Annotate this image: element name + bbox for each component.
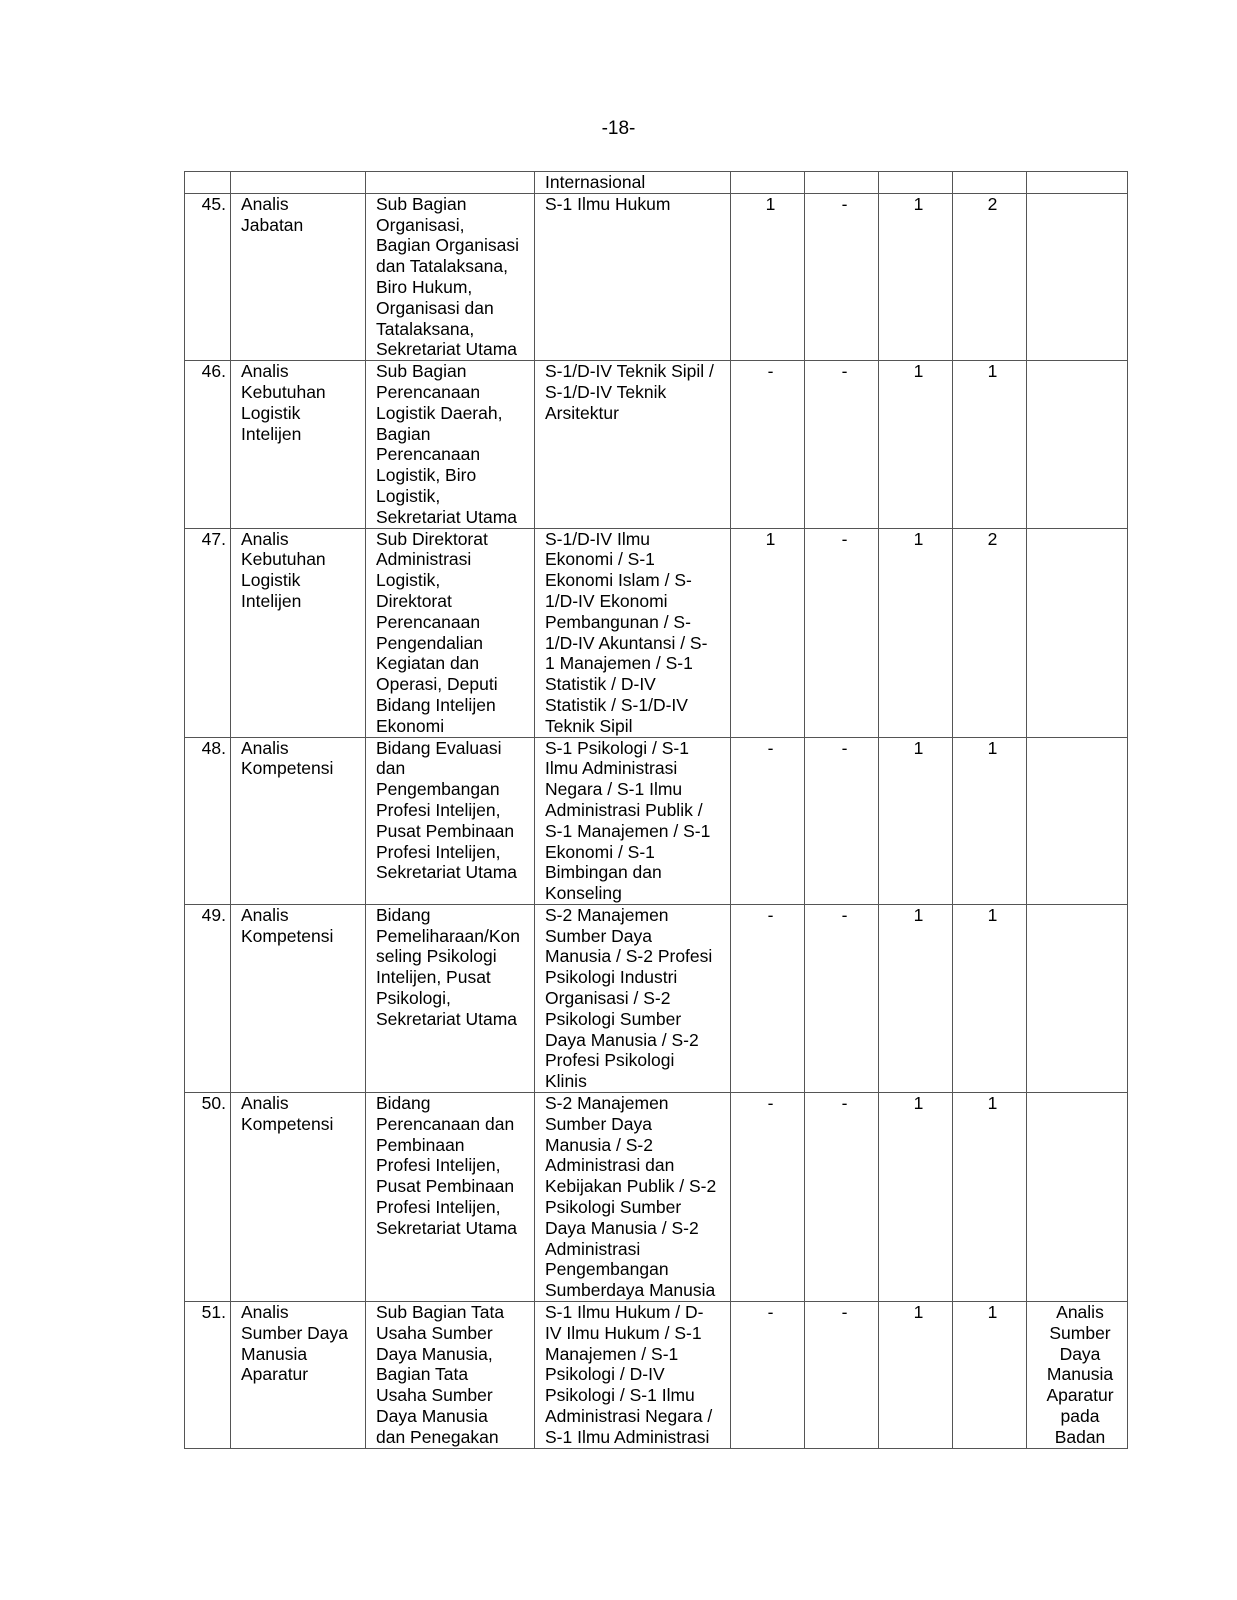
cell-count-3: 1 (879, 904, 953, 1092)
cell-line: Klinis (545, 1071, 587, 1092)
cell-line: Kegiatan dan (376, 653, 480, 674)
cell-count-1: 1 (731, 193, 805, 360)
cell-line: Sub Bagian (376, 193, 467, 214)
cell-line: Bagian Tata (376, 1364, 469, 1385)
cell-line: Sekretariat Utama (376, 1008, 518, 1029)
cell-unit (366, 1093, 535, 1302)
cell-line: Daya Manusia / S-2 (545, 1217, 699, 1238)
cell-line: Statistik / S-1/D-IV (545, 694, 688, 715)
table-row (185, 1302, 1128, 1449)
cell-line: Sub Direktorat (376, 528, 488, 549)
cell-line: Psikologi / D-IV (545, 1364, 665, 1385)
cell-line: Bidang Intelijen (376, 694, 496, 715)
cell-count-4: 1 (953, 904, 1027, 1092)
cell-line: Arsitektur (545, 402, 619, 423)
cell-line: Organisasi, (376, 214, 465, 235)
cell-line: Internasional (545, 172, 646, 192)
table-row-continuation (185, 172, 1128, 194)
cell-count-3: 1 (879, 361, 953, 528)
cell-unit (366, 904, 535, 1092)
cell-line: Profesi Intelijen, (376, 799, 501, 820)
cell-line: Bidang Evaluasi (376, 737, 502, 758)
cell-line: S-1 Ilmu Hukum (545, 193, 671, 214)
cell-line: Direktorat (376, 590, 452, 611)
cell-unit (366, 193, 535, 360)
cell-keterangan (1027, 1302, 1128, 1449)
cell-jabatan (231, 1093, 366, 1302)
cell-keterangan (1027, 1093, 1128, 1302)
table-row (185, 1093, 1128, 1302)
cell-count-3: 1 (879, 528, 953, 737)
cell-line: Pengembangan (376, 779, 500, 800)
cell-line: 1/D-IV Ekonomi (545, 590, 668, 611)
cell-line: Bidang (376, 1093, 431, 1114)
cell-line: Perencanaan (376, 611, 481, 632)
table-row (185, 904, 1128, 1092)
cell-line: Ekonomi (376, 715, 445, 736)
cell-pendidikan (535, 361, 731, 528)
cell-count-1: - (731, 1093, 805, 1302)
cell-line: Perencanaan (376, 381, 481, 402)
cell-line: Analis (241, 361, 289, 382)
cell-jabatan (231, 528, 366, 737)
cell-no: 47. (185, 528, 231, 737)
cell-line: Sumberdaya Manusia (545, 1280, 716, 1301)
cell-pendidikan (535, 193, 731, 360)
cell-count-3: 1 (879, 737, 953, 904)
cell-line: Kebijakan Publik / S-2 (545, 1176, 717, 1197)
cell-unit (366, 528, 535, 737)
cell-line: Perencanaan (376, 444, 481, 465)
cell-pendidikan (535, 1302, 731, 1449)
cell-line: Pusat Pembinaan (376, 820, 515, 841)
cell-line: pada (1060, 1406, 1100, 1427)
cell-line: Pengembangan (545, 1259, 669, 1280)
cell-line: Analis (241, 737, 289, 758)
cell-count-4: 1 (953, 1302, 1027, 1449)
cell-line: Sekretariat Utama (376, 339, 518, 360)
cell-count-2: - (805, 361, 879, 528)
cell-line: Administrasi dan (545, 1155, 675, 1176)
cell-line: Daya Manusia / S-2 (545, 1029, 699, 1050)
cell-line: Pembangunan / S- (545, 611, 691, 632)
cell-keterangan (1027, 737, 1128, 904)
cell-line: S-1/D-IV Teknik (545, 381, 667, 402)
cell-line: Analis (241, 1093, 289, 1114)
cell-count-2: - (805, 1302, 879, 1449)
cell-count-1: - (731, 737, 805, 904)
cell-line: IV Ilmu Hukum / S-1 (545, 1322, 702, 1343)
cell-line: Manusia / S-2 Profesi (545, 946, 713, 967)
cell-unit (366, 361, 535, 528)
cell-pendidikan (535, 737, 731, 904)
cell-line: Kompetensi (241, 925, 334, 946)
table-row (185, 361, 1128, 528)
cell-line: Statistik / D-IV (545, 674, 656, 695)
cell-line: Psikologi / S-1 Ilmu (545, 1385, 695, 1406)
cell-line: Daya (1059, 1343, 1101, 1364)
cell-line: Intelijen (241, 423, 302, 444)
cell-line: S-1/D-IV Ilmu (545, 528, 651, 549)
cell-line: dan (376, 758, 406, 779)
cell-line: Kebutuhan (241, 381, 326, 402)
cell-line: Operasi, Deputi (376, 674, 498, 695)
cell-count-4: 2 (953, 193, 1027, 360)
cell-count (805, 172, 879, 194)
cell-line: Analis (241, 193, 289, 214)
cell-line: Analis (241, 528, 289, 549)
cell-pendidikan (535, 172, 731, 194)
cell-line: Pusat Pembinaan (376, 1176, 515, 1197)
cell-keterangan (1027, 904, 1128, 1092)
cell-line: Administrasi (545, 1238, 641, 1259)
cell-jabatan (231, 737, 366, 904)
cell-line: Sub Bagian (376, 361, 467, 382)
cell-line: Konseling (545, 883, 622, 904)
cell-pendidikan (535, 528, 731, 737)
cell-line: Logistik (241, 570, 301, 591)
cell-count-4: 2 (953, 528, 1027, 737)
cell-line: Daya Manusia (376, 1406, 488, 1427)
cell-line: Psikologi Sumber (545, 1008, 682, 1029)
cell-line: Profesi Intelijen, (376, 841, 501, 862)
cell-line: Analis (241, 1302, 289, 1323)
cell-line: Sekretariat Utama (376, 862, 518, 883)
cell-unit (366, 172, 535, 194)
cell-line: S-1 Ilmu Administrasi (545, 1426, 710, 1447)
cell-line: Sumber Daya (241, 1322, 348, 1343)
cell-line: Logistik Daerah, (376, 402, 503, 423)
cell-line: Biro Hukum, (376, 276, 473, 297)
cell-no: 51. (185, 1302, 231, 1449)
cell-line: Kebutuhan (241, 549, 326, 570)
cell-pendidikan (535, 904, 731, 1092)
cell-keterangan (1027, 528, 1128, 737)
cell-count-4: 1 (953, 1093, 1027, 1302)
cell-line: Ekonomi / S-1 (545, 549, 655, 570)
cell-count-1: - (731, 361, 805, 528)
cell-count (731, 172, 805, 194)
cell-count-2: - (805, 737, 879, 904)
cell-no: 46. (185, 361, 231, 528)
cell-line: Intelijen, Pusat (376, 967, 491, 988)
cell-line: seling Psikologi (376, 946, 497, 967)
cell-line: Administrasi Negara / (545, 1406, 713, 1427)
cell-line: Manusia (1046, 1364, 1114, 1385)
cell-line: Sekretariat Utama (376, 1217, 518, 1238)
cell-line: Manusia / S-2 (545, 1134, 653, 1155)
cell-line: Sumber Daya (545, 1113, 652, 1134)
cell-line: Administrasi Publik / (545, 799, 703, 820)
cell-line: Psikologi, (376, 988, 451, 1009)
cell-no: 48. (185, 737, 231, 904)
cell-count-3: 1 (879, 1093, 953, 1302)
cell-line: Ekonomi Islam / S- (545, 570, 692, 591)
cell-line: Logistik (241, 402, 301, 423)
cell-no: 49. (185, 904, 231, 1092)
cell-keterangan (1027, 172, 1128, 194)
cell-line: Profesi Intelijen, (376, 1155, 501, 1176)
cell-line: Organisasi dan (376, 297, 494, 318)
cell-line: Pembinaan (376, 1134, 465, 1155)
cell-line: Profesi Psikologi (545, 1050, 675, 1071)
cell-pendidikan (535, 1093, 731, 1302)
cell-line: 1/D-IV Akuntansi / S- (545, 632, 708, 653)
cell-line: Manusia (241, 1343, 308, 1364)
cell-keterangan (1027, 361, 1128, 528)
cell-line: Sub Bagian Tata (376, 1302, 505, 1323)
cell-count-2: - (805, 1093, 879, 1302)
cell-line: Ilmu Administrasi (545, 758, 678, 779)
cell-jabatan (231, 193, 366, 360)
cell-count-4: 1 (953, 737, 1027, 904)
cell-line: Kompetensi (241, 758, 334, 779)
cell-line: dan Tatalaksana, (376, 256, 509, 277)
position-table (184, 171, 1128, 1449)
cell-line: Usaha Sumber (376, 1385, 493, 1406)
cell-line: Bimbingan dan (545, 862, 662, 883)
cell-line: S-1 Manajemen / S-1 (545, 820, 711, 841)
cell-line: Kompetensi (241, 1113, 334, 1134)
cell-line: Ekonomi / S-1 (545, 841, 655, 862)
cell-jabatan (231, 1302, 366, 1449)
cell-line: Perencanaan dan (376, 1113, 515, 1134)
cell-unit (366, 737, 535, 904)
cell-count-4: 1 (953, 361, 1027, 528)
cell-line: dan Penegakan (376, 1426, 499, 1447)
cell-line: Badan (1054, 1426, 1106, 1447)
cell-line: Analis (241, 904, 289, 925)
table-row (185, 737, 1128, 904)
cell-line: Logistik, (376, 570, 441, 591)
cell-line: S-1 Psikologi / S-1 (545, 737, 689, 758)
cell-count-3: 1 (879, 193, 953, 360)
cell-count-2: - (805, 528, 879, 737)
cell-line: S-2 Manajemen (545, 1093, 669, 1114)
cell-line: Profesi Intelijen, (376, 1197, 501, 1218)
cell-count-2: - (805, 904, 879, 1092)
cell-line: Logistik, (376, 485, 441, 506)
table-body (185, 172, 1128, 1449)
cell-line: Jabatan (241, 214, 304, 235)
cell-line: Psikologi Industri (545, 967, 678, 988)
cell-count (879, 172, 953, 194)
cell-line: Tatalaksana, (376, 318, 475, 339)
table-row (185, 193, 1128, 360)
cell-line: S-1/D-IV Teknik Sipil / (545, 361, 714, 382)
cell-line: Sumber (1049, 1322, 1111, 1343)
cell-line: Negara / S-1 Ilmu (545, 779, 683, 800)
cell-jabatan (231, 361, 366, 528)
cell-line: 1 Manajemen / S-1 (545, 653, 693, 674)
cell-line: Sekretariat Utama (376, 506, 518, 527)
cell-jabatan (231, 904, 366, 1092)
cell-line: S-2 Manajemen (545, 904, 669, 925)
cell-line: Administrasi (376, 549, 472, 570)
cell-line: Analis (1056, 1302, 1104, 1323)
cell-count-1: - (731, 1302, 805, 1449)
cell-line: Pengendalian (376, 632, 484, 653)
cell-line: Aparatur (241, 1364, 309, 1385)
cell-unit (366, 1302, 535, 1449)
cell-count-3: 1 (879, 1302, 953, 1449)
cell-count-1: - (731, 904, 805, 1092)
cell-line: Usaha Sumber (376, 1322, 493, 1343)
cell-keterangan (1027, 193, 1128, 360)
cell-line: S-1 Ilmu Hukum / D- (545, 1302, 704, 1323)
page-number: -18- (601, 118, 636, 139)
cell-jabatan (231, 172, 366, 194)
cell-line: Pemeliharaan/Kon (376, 925, 520, 946)
cell-line: Bagian Organisasi (376, 235, 519, 256)
cell-line: Bidang (376, 904, 431, 925)
cell-count-1: 1 (731, 528, 805, 737)
cell-line: Organisasi / S-2 (545, 988, 671, 1009)
cell-count-2: - (805, 193, 879, 360)
cell-line: Teknik Sipil (545, 715, 633, 736)
cell-count (953, 172, 1027, 194)
cell-line: Bagian (376, 423, 431, 444)
table-row (185, 528, 1128, 737)
cell-line: Daya Manusia, (376, 1343, 493, 1364)
cell-line: Sumber Daya (545, 925, 652, 946)
cell-line: Intelijen (241, 590, 302, 611)
cell-no: 50. (185, 1093, 231, 1302)
cell-line: Aparatur (1046, 1385, 1114, 1406)
cell-line: Psikologi Sumber (545, 1197, 682, 1218)
cell-line: Manajemen / S-1 (545, 1343, 679, 1364)
cell-no (185, 172, 231, 194)
cell-no: 45. (185, 193, 231, 360)
cell-line: Logistik, Biro (376, 465, 477, 486)
